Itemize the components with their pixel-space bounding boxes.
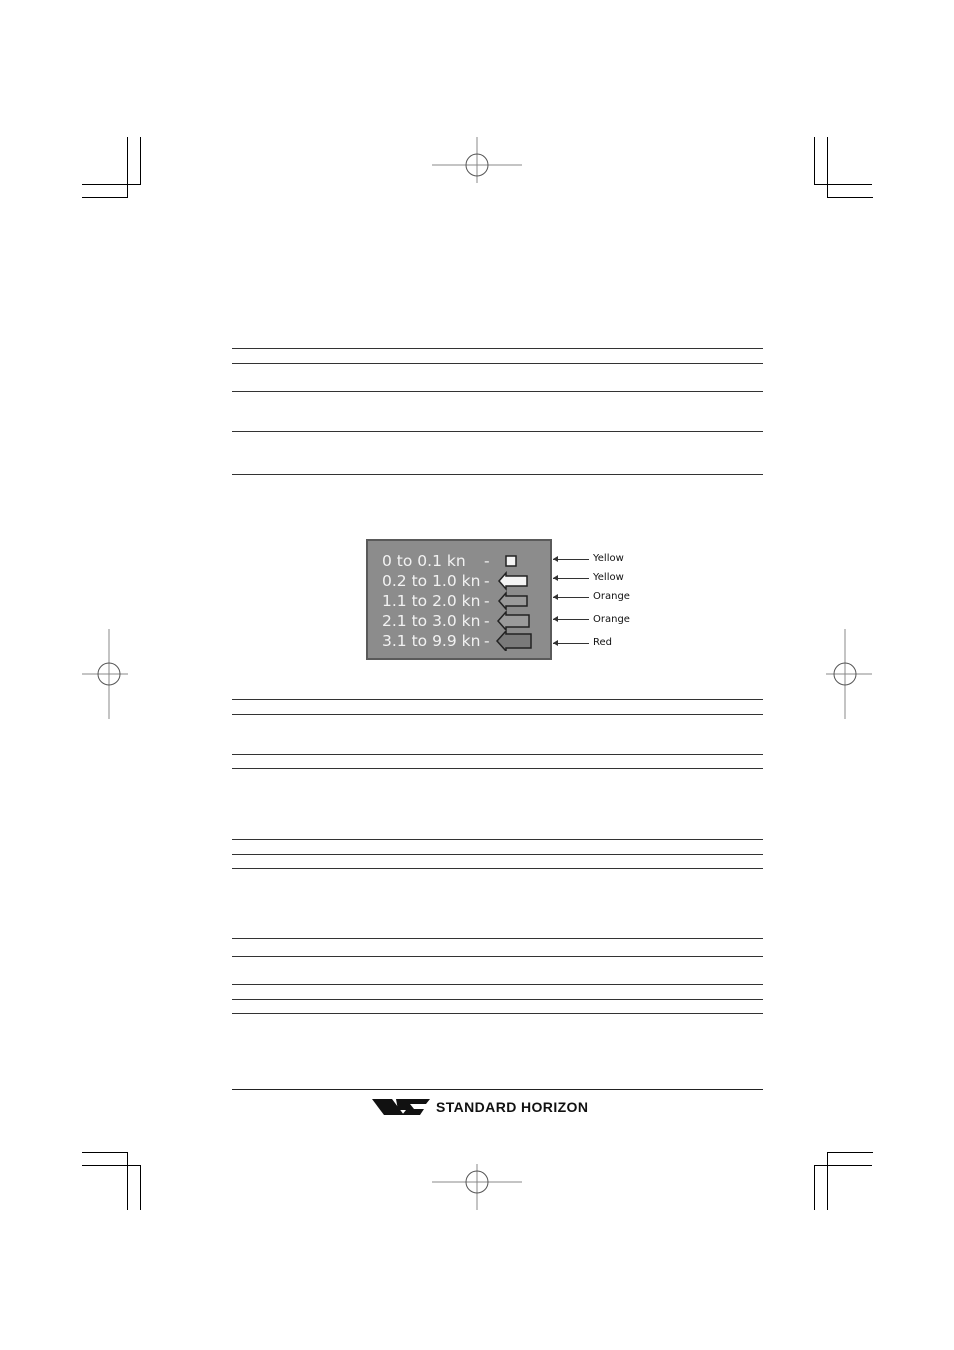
rule-line	[232, 868, 763, 869]
rule-line	[232, 984, 763, 985]
registration-mark-right-icon	[800, 629, 890, 719]
registration-mark-left-icon	[64, 629, 154, 719]
crop-mark-tr-h1	[814, 184, 872, 185]
crop-mark-br-v2	[827, 1152, 828, 1210]
rule-line	[232, 363, 763, 364]
legend-label: 0 to 0.1 kn	[382, 552, 466, 570]
callout-label: Orange	[593, 614, 630, 625]
rule-line	[232, 431, 763, 432]
crop-mark-bl-h1	[82, 1152, 128, 1153]
rule-line	[232, 699, 763, 700]
crop-mark-tl-v1	[127, 137, 128, 197]
legend-dash: -	[484, 612, 490, 630]
rule-line	[232, 714, 763, 715]
crop-mark-br-h1	[827, 1152, 873, 1153]
arrow-left-icon	[496, 591, 532, 611]
rule-line	[232, 956, 763, 957]
rule-line	[232, 839, 763, 840]
registration-mark-bottom-icon	[432, 1137, 522, 1227]
legend-label: 0.2 to 1.0 kn	[382, 572, 481, 590]
brand-logo	[370, 1096, 630, 1118]
footer-rule	[232, 1089, 763, 1090]
square-icon	[496, 551, 532, 571]
legend-dash: -	[484, 572, 490, 590]
callout-label: Yellow	[593, 572, 624, 583]
crop-mark-bl-h2	[82, 1165, 140, 1166]
brand-name: STANDARD HORIZON	[436, 1099, 589, 1115]
rule-line	[232, 768, 763, 769]
rule-line	[232, 999, 763, 1000]
crop-mark-tr-h2	[827, 197, 873, 198]
legend-label: 1.1 to 2.0 kn	[382, 592, 481, 610]
callout-label: Yellow	[593, 553, 624, 564]
current-speed-legend	[366, 539, 552, 660]
legend-dash: -	[484, 552, 490, 570]
registration-mark-top-icon	[432, 120, 522, 210]
callout-arrowheads	[549, 550, 559, 650]
crop-mark-br-v1	[814, 1165, 815, 1210]
crop-mark-bl-v2	[140, 1165, 141, 1210]
legend-dash: -	[484, 592, 490, 610]
rule-line	[232, 348, 763, 349]
crop-mark-tr-v2	[827, 137, 828, 197]
crop-mark-br-h2	[814, 1165, 872, 1166]
crop-mark-bl-v1	[127, 1152, 128, 1210]
callout-label: Orange	[593, 591, 630, 602]
crop-mark-tr-v1	[814, 137, 815, 185]
crop-mark-tl-h2	[82, 197, 128, 198]
legend-dash: -	[484, 632, 490, 650]
standard-horizon-logo-icon	[370, 1096, 432, 1118]
arrow-left-icon	[496, 631, 532, 651]
crop-mark-tl-v2	[140, 137, 141, 185]
legend-label: 2.1 to 3.0 kn	[382, 612, 481, 630]
rule-line	[232, 754, 763, 755]
rule-line	[232, 938, 763, 939]
rule-line	[232, 391, 763, 392]
crop-mark-tl-h1	[82, 184, 140, 185]
rule-line	[232, 474, 763, 475]
legend-label: 3.1 to 9.9 kn	[382, 632, 481, 650]
rule-line	[232, 1013, 763, 1014]
callout-label: Red	[593, 637, 612, 648]
rule-line	[232, 854, 763, 855]
arrow-left-icon	[496, 611, 532, 631]
arrow-left-icon	[496, 571, 532, 591]
